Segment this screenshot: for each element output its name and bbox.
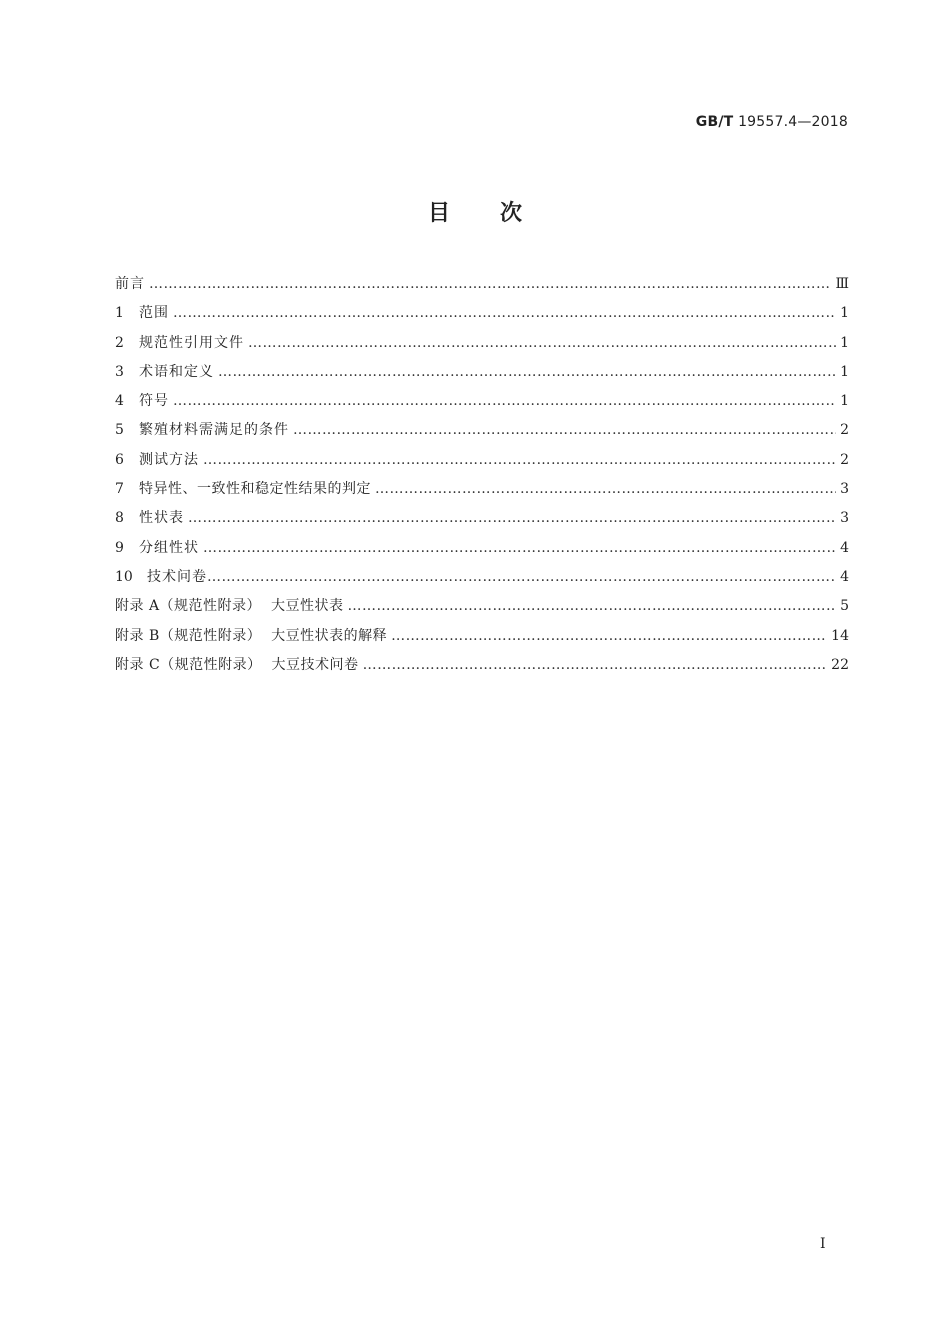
toc-entry-label: 测试方法 [139, 451, 199, 468]
toc-leader-dots [218, 358, 836, 387]
toc-entry-number: 8 [115, 510, 124, 527]
toc-entry-foreword[interactable] [115, 270, 849, 299]
title-char-1: 目 [427, 201, 450, 226]
toc-entry-7[interactable] [115, 475, 849, 504]
toc-entry-annex-b[interactable] [115, 622, 849, 651]
title-char-2: 次 [500, 201, 523, 226]
toc-entry-label: 繁殖材料需满足的条件 [139, 422, 289, 439]
toc-entry-label: 特异性、一致性和稳定性结果的判定 [139, 481, 371, 498]
toc-leader-dots [173, 387, 836, 416]
toc-leader-dots [391, 622, 827, 651]
toc-entry-1[interactable] [115, 299, 849, 328]
toc-entry-page: 14 [831, 627, 849, 644]
toc-entry-number: 7 [115, 481, 124, 498]
toc-entry-page: 1 [840, 363, 849, 380]
toc-entry-page: 1 [840, 305, 849, 322]
toc-leader-dots [248, 329, 836, 358]
toc-entry-number: 4 [115, 393, 124, 410]
toc-entry-label: 规范性引用文件 [139, 334, 244, 351]
toc-leader-dots [203, 446, 836, 475]
toc-entry-label: 分组性状 [139, 539, 199, 556]
toc-entry-number: 9 [115, 539, 124, 556]
toc-entry-label: 符号 [139, 393, 169, 410]
toc-entry-page: 2 [840, 422, 849, 439]
toc-entry-label: 前言 [115, 276, 145, 292]
table-of-contents [115, 270, 849, 680]
toc-entry-5[interactable] [115, 416, 849, 445]
toc-leader-dots [207, 563, 836, 592]
toc-entry-number: 6 [115, 451, 124, 468]
toc-entry-annex-a[interactable] [115, 592, 849, 621]
toc-entry-annex-c[interactable] [115, 651, 849, 680]
toc-entry-number: 3 [115, 363, 124, 380]
standard-number: 19557.4—2018 [738, 114, 848, 130]
toc-leader-dots [188, 504, 836, 533]
toc-entry-8[interactable] [115, 504, 849, 533]
toc-entry-page: 1 [840, 334, 849, 351]
toc-entry-4[interactable] [115, 387, 849, 416]
toc-leader-dots [293, 416, 836, 445]
toc-entry-2[interactable] [115, 329, 849, 358]
toc-entry-label: 技术问卷 [147, 568, 207, 585]
toc-entry-label: 附录 B（规范性附录） 大豆性状表的解释 [115, 627, 388, 644]
toc-entry-9[interactable] [115, 534, 849, 563]
toc-entry-number: 5 [115, 422, 124, 439]
page-title [0, 196, 950, 227]
toc-entry-label: 附录 A（规范性附录） 大豆性状表 [115, 598, 344, 615]
standard-code [696, 114, 848, 130]
toc-entry-label: 术语和定义 [139, 363, 214, 380]
standard-prefix: GB/T [695, 114, 734, 130]
toc-entry-number: 1 [115, 305, 124, 322]
toc-entry-page: 5 [840, 598, 849, 615]
toc-leader-dots [375, 475, 836, 504]
toc-leader-dots [173, 299, 836, 328]
toc-entry-page: 22 [831, 656, 849, 673]
toc-entry-label: 性状表 [139, 510, 184, 527]
toc-leader-dots [363, 651, 828, 680]
toc-entry-page: 3 [840, 481, 849, 498]
toc-leader-dots [347, 592, 836, 621]
toc-entry-page: 1 [840, 393, 849, 410]
toc-leader-dots [203, 534, 836, 563]
toc-entry-page: 4 [840, 568, 849, 585]
toc-entry-3[interactable] [115, 358, 849, 387]
toc-entry-page: 3 [840, 510, 849, 527]
toc-entry-10[interactable] [115, 563, 849, 592]
toc-leader-dots [149, 270, 831, 299]
toc-entry-page: 2 [840, 451, 849, 468]
toc-entry-page: 4 [840, 539, 849, 556]
toc-entry-page: Ⅲ [835, 276, 849, 292]
toc-entry-number: 10 [115, 568, 133, 585]
page-number: Ⅰ [820, 1236, 826, 1252]
toc-entry-label: 范围 [139, 305, 169, 322]
toc-entry-number: 2 [115, 334, 124, 351]
toc-entry-label: 附录 C（规范性附录） 大豆技术问卷 [115, 656, 359, 673]
toc-entry-6[interactable] [115, 446, 849, 475]
